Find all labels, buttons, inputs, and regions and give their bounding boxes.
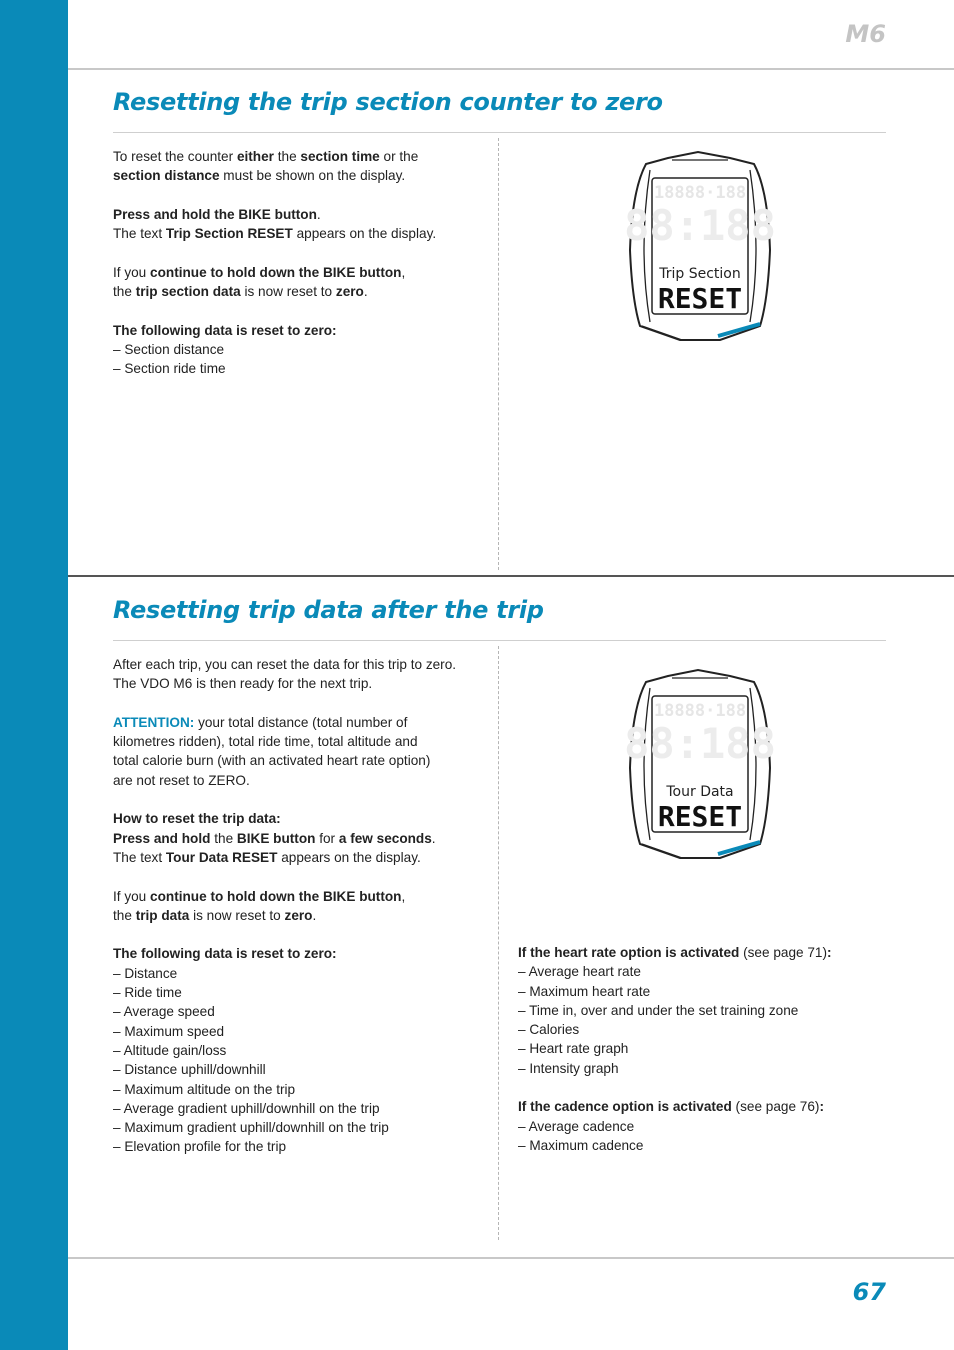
bold-run: How to reset the trip data:: [113, 811, 281, 827]
svg-text:18888·188: 18888·188: [653, 701, 747, 721]
text-line: [113, 1022, 488, 1041]
paragraph-gap: [113, 243, 483, 262]
svg-text:88:188: 88:188: [624, 201, 776, 250]
bold-run: section distance: [113, 168, 220, 184]
text-line: [113, 1060, 488, 1079]
bold-run: If the cadence option is activated: [518, 1099, 732, 1115]
bold-run: trip section data: [135, 284, 241, 300]
page-number: 67: [852, 1278, 886, 1306]
text-run: appears on the display.: [277, 849, 421, 865]
left-color-bar: [0, 0, 68, 1350]
display-line2: RESET: [657, 282, 743, 315]
bold-run: :: [827, 945, 832, 960]
text-line: [113, 1080, 488, 1099]
display-line1: Tour Data: [666, 784, 734, 800]
text-run: – Distance uphill/downhill: [113, 1062, 266, 1078]
text-line: [113, 848, 488, 867]
text-run: or the: [379, 149, 419, 164]
bold-run: either: [236, 149, 274, 164]
text-run: for: [315, 830, 339, 846]
text-run: – Average gradient uphill/downhill on the trip: [113, 1100, 380, 1116]
text-line: [113, 983, 488, 1002]
text-run: the: [273, 149, 301, 164]
text-run: .: [363, 284, 368, 300]
text-line: [113, 1118, 488, 1137]
paragraph-gap: [113, 925, 488, 944]
text-run: – Maximum gradient uphill/downhill on the trip: [113, 1120, 389, 1136]
text-run: (see page 76): [731, 1099, 820, 1115]
text-run: To reset the counter: [113, 149, 237, 164]
text-run: – Ride time: [113, 985, 182, 1001]
text-run: (see page 71): [739, 945, 827, 960]
text-run: – Elevation profile for the trip: [113, 1139, 287, 1155]
text-line: [113, 1137, 488, 1156]
text-run: .: [312, 907, 317, 923]
paragraph-gap: [113, 790, 488, 809]
text-line: [113, 321, 483, 340]
bold-run: Press and hold the BIKE button: [113, 206, 317, 222]
text-line: [113, 205, 483, 224]
text-run: – Average speed: [113, 1004, 215, 1020]
bold-run: BIKE button: [236, 830, 316, 846]
bold-run: Press and hold: [113, 830, 211, 846]
section2-title: Resetting trip data after the trip: [113, 596, 544, 624]
section-divider: [68, 575, 954, 577]
text-line: [113, 751, 488, 770]
text-line: [518, 1039, 886, 1058]
svg-text:18888·188: 18888·188: [653, 183, 747, 203]
text-line: [518, 962, 886, 981]
section2-right-text: [518, 943, 886, 1155]
bold-run: Trip Section RESET: [165, 226, 293, 242]
section2-column-divider: [498, 646, 499, 1240]
text-run: the: [113, 907, 136, 923]
text-line: [518, 1001, 886, 1020]
text-line: [518, 1059, 886, 1078]
text-line: [113, 964, 488, 983]
text-line: [113, 829, 488, 848]
bold-run: continue to hold down the BIKE button: [150, 264, 402, 280]
text-line: [113, 1002, 488, 1021]
text-line: [113, 263, 483, 282]
text-run: The text: [113, 849, 166, 865]
text-line: [518, 1136, 886, 1155]
text-line: [518, 943, 886, 962]
text-line: [518, 982, 886, 1001]
text-run: – Calories: [518, 1022, 580, 1038]
text-run: – Section ride time: [113, 361, 226, 377]
text-line: [113, 224, 483, 243]
svg-text:88:188: 88:188: [624, 719, 776, 768]
text-line: [113, 147, 483, 166]
bold-run: zero: [284, 907, 313, 923]
text-run: – Average heart rate: [518, 964, 641, 980]
text-run: The VDO M6 is then ready for the next trip.: [113, 676, 373, 692]
section2-title-rule: [113, 640, 886, 641]
text-line: [113, 655, 488, 674]
text-line: [518, 1020, 886, 1039]
text-run: – Heart rate graph: [518, 1041, 629, 1057]
attention-label: ATTENTION:: [113, 714, 195, 730]
paragraph-gap: [518, 1078, 886, 1097]
text-run: – Maximum altitude on the trip: [113, 1081, 296, 1097]
bold-run: The following data is reset to zero:: [113, 946, 337, 962]
text-run: – Maximum cadence: [518, 1137, 644, 1153]
paragraph-gap: [113, 694, 488, 713]
text-line: [113, 359, 483, 378]
text-line: [113, 1041, 488, 1060]
text-run: – Altitude gain/loss: [113, 1042, 227, 1058]
text-line: [518, 1117, 886, 1136]
section1-column-divider: [498, 138, 499, 570]
text-run: the: [210, 830, 237, 846]
text-run: – Maximum heart rate: [518, 983, 651, 999]
text-run: After each trip, you can reset the data for this trip to zero.: [113, 657, 457, 672]
bold-run: continue to hold down the BIKE button: [150, 888, 402, 904]
text-run: – Average cadence: [518, 1118, 635, 1134]
top-rule: [68, 68, 954, 70]
bike-computer-display-tour-data: [620, 668, 780, 868]
text-run: are not reset to ZERO.: [113, 772, 250, 788]
text-run: – Time in, over and under the set training zone: [518, 1002, 799, 1018]
text-run: – Distance: [113, 965, 178, 981]
text-run: is now reset to: [240, 284, 336, 300]
bold-run: a few seconds: [338, 830, 432, 846]
paragraph-gap: [113, 867, 488, 886]
text-run: .: [431, 830, 436, 846]
paragraph-gap: [113, 301, 483, 320]
text-run: If you: [113, 888, 151, 904]
text-run: ,: [401, 264, 406, 280]
bold-run: section time: [300, 149, 380, 164]
text-line: [113, 887, 488, 906]
bold-run: trip data: [135, 907, 190, 923]
text-line: [518, 1097, 886, 1116]
text-run: your total distance (total number of: [194, 714, 408, 730]
text-run: total calorie burn (with an activated heart rate option): [113, 753, 431, 769]
text-run: The text: [113, 226, 166, 242]
text-line: [113, 1099, 488, 1118]
text-run: kilometres ridden), total ride time, total altitude and: [113, 734, 418, 750]
text-run: ,: [401, 888, 406, 904]
bold-run: zero: [335, 284, 364, 300]
text-run: – Section distance: [113, 341, 225, 357]
text-line: [113, 732, 488, 751]
section1-title: Resetting the trip section counter to zero: [113, 88, 663, 116]
text-run: – Intensity graph: [518, 1060, 619, 1076]
text-run: must be shown on the display.: [219, 168, 406, 184]
bottom-rule: [68, 1257, 954, 1259]
bold-run: :: [819, 1099, 824, 1115]
text-line: [113, 809, 488, 828]
text-run: the: [113, 284, 136, 300]
text-line: [113, 340, 483, 359]
bold-run: Tour Data RESET: [165, 849, 278, 865]
bold-run: The following data is reset to zero:: [113, 322, 337, 338]
text-line: [113, 944, 488, 963]
bike-computer-display-trip-section: [620, 150, 780, 350]
text-line: [113, 771, 488, 790]
text-line: [113, 282, 483, 301]
text-run: If you: [113, 264, 151, 280]
display-line2: RESET: [657, 800, 743, 833]
section1-title-rule: [113, 132, 886, 133]
text-run: is now reset to: [189, 907, 285, 923]
model-label: M6: [845, 20, 886, 48]
text-run: – Maximum speed: [113, 1023, 225, 1039]
text-line: [113, 906, 488, 925]
section2-left-text: [113, 655, 488, 1157]
text-run: .: [316, 206, 321, 222]
section1-text: [113, 147, 483, 379]
text-line: [113, 674, 488, 693]
text-line: [113, 166, 483, 185]
bold-run: If the heart rate option is activated: [518, 945, 740, 960]
text-run: appears on the display.: [292, 226, 437, 242]
display-line1: Trip Section: [659, 266, 741, 282]
text-line: [113, 713, 488, 732]
paragraph-gap: [113, 186, 483, 205]
